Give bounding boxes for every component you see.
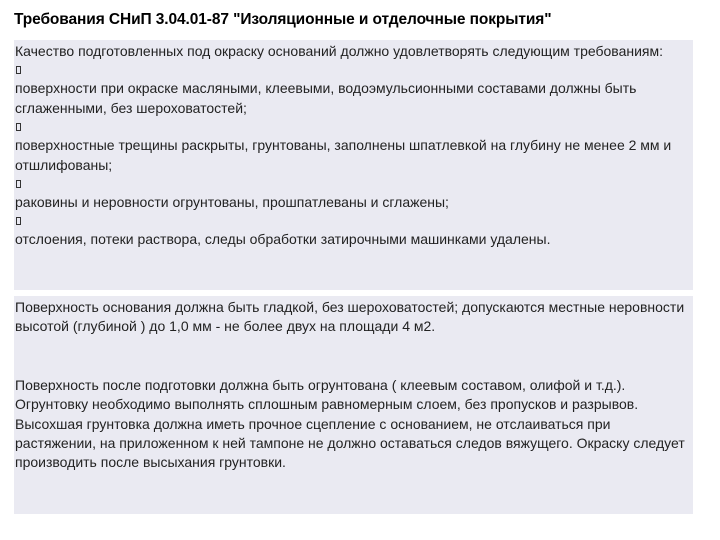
bullet-item-1: поверхности при окраске масляными, клеевыми, водоэмульсионными составами должны быть сглаженными, без шероховатостей; [15, 80, 637, 116]
bullet-marker [16, 217, 21, 225]
surface-paragraph-2: Поверхность после подготовки должна быть огрунтована ( клеевым составом, олифой и т.д.). Огрунтовку необходимо выполнять сплошным равномерным слоем, без пропусков и разрывов. Высохшая грунтовка должна иметь прочное сцепление с основанием, не отслаиваться при растяжении, на приложенном к ней тампоне не должно оставаться следов вяжущего. Окраску следует производить после высыхания грунтовки. [15, 376, 685, 471]
requirements-block [14, 40, 693, 290]
page-title: Требования СНиП 3.04.01-87 "Изоляционные и отделочные покрытия" [14, 11, 552, 28]
bullet-item-3: раковины и неровности огрунтованы, прошпатлеваны и сглажены; [15, 194, 449, 211]
bullet-item-4: отслоения, потеки раствора, следы обработки затирочными машинками удалены. [15, 231, 551, 248]
intro-text: Качество подготовленных под окраску оснований должно удовлетворять следующим требованиям: [15, 43, 664, 59]
surface-paragraph-1: Поверхность основания должна быть гладкой, без шероховатостей; допускаются местные неровности высотой (глубиной ) до 1,0 мм - не более двух на площади 4 м2. [15, 299, 685, 335]
surface-requirements-block [14, 296, 693, 514]
bullet-marker [16, 66, 21, 74]
paragraph-spacer [15, 337, 685, 376]
bullet-marker [16, 180, 21, 188]
bullet-marker [16, 123, 21, 131]
bullet-item-2: поверхностные трещины раскрыты, грунтованы, заполнены шпатлевкой на глубину не менее 2 мм и отшлифованы; [15, 137, 672, 173]
